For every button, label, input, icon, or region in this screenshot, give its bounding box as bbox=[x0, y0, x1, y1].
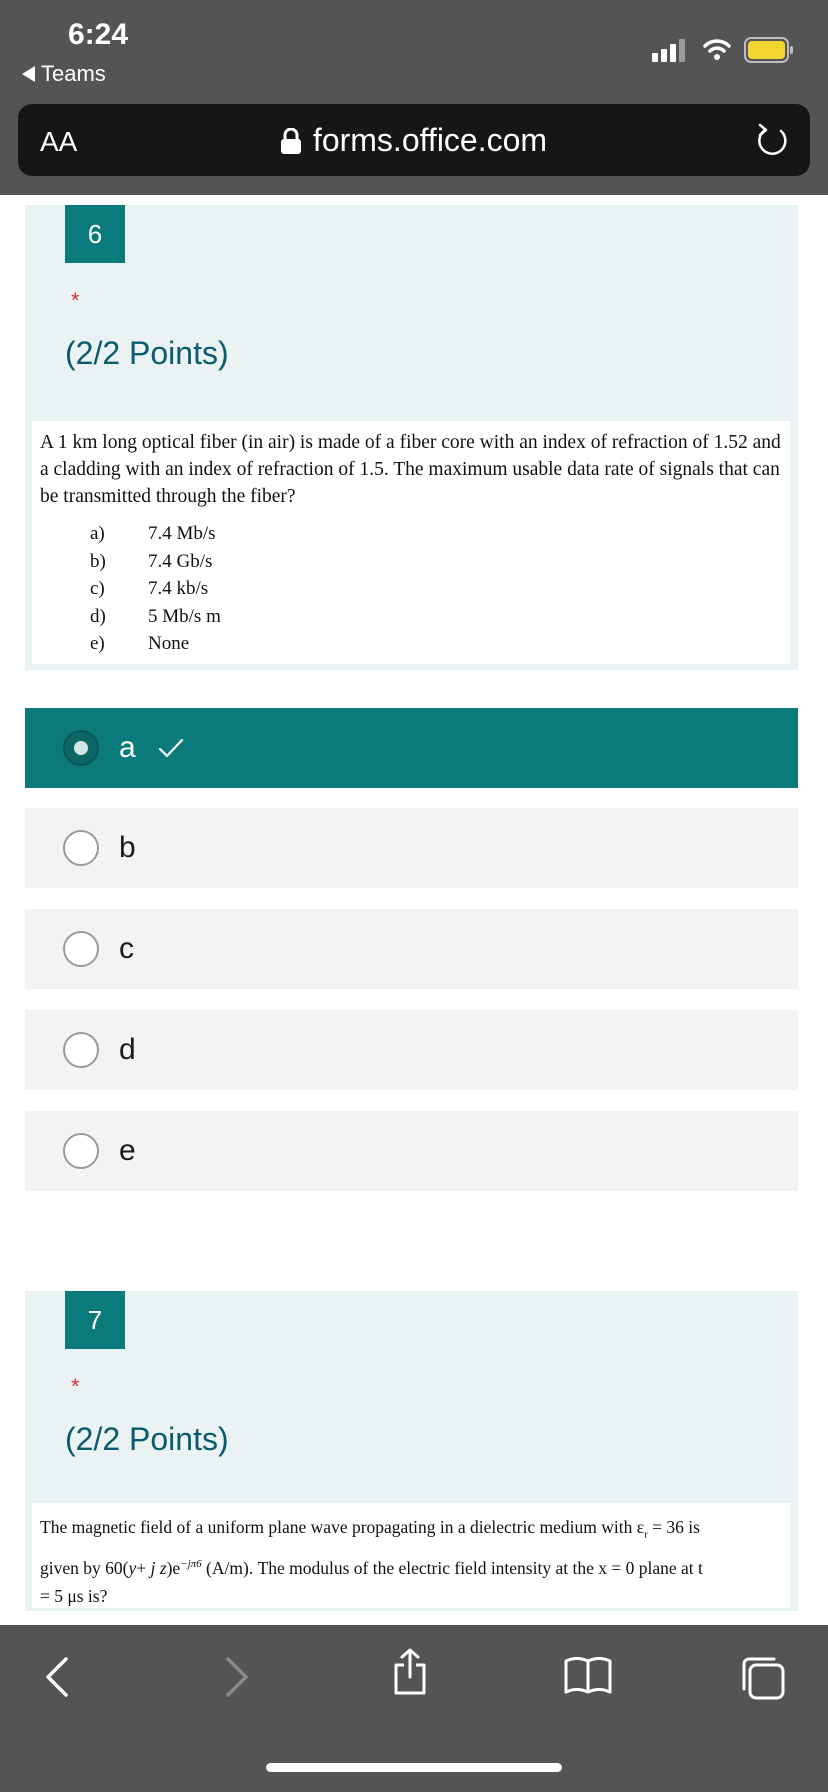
url-text: forms.office.com bbox=[312, 122, 548, 158]
option-letter: a) bbox=[90, 523, 105, 544]
text-segment: + bbox=[136, 1557, 151, 1578]
question-text bbox=[32, 1503, 790, 1611]
reload-icon[interactable] bbox=[754, 122, 790, 158]
question-text: A 1 km long optical fiber (in air) is made of a fiber core with an index of refraction of 1.52 and a cladding with an index of refraction of 1.5. The maximum usable data rate of signals that can be transmitted through the fiber? bbox=[40, 432, 781, 507]
question-card-7 bbox=[25, 1291, 798, 1611]
radio-button[interactable] bbox=[63, 730, 99, 766]
tabs-icon[interactable] bbox=[740, 1655, 786, 1701]
battery-icon bbox=[744, 37, 794, 63]
required-mark: * bbox=[71, 1374, 80, 1399]
choice-c[interactable] bbox=[25, 909, 798, 989]
back-triangle-icon bbox=[22, 66, 35, 82]
choice-label: a bbox=[119, 731, 136, 764]
cellular-signal-icon bbox=[652, 38, 686, 62]
choice-d[interactable] bbox=[25, 1010, 798, 1090]
choice-label: d bbox=[119, 1033, 136, 1066]
math-var: y bbox=[128, 1557, 137, 1578]
lock-icon bbox=[281, 128, 301, 154]
radio-button[interactable] bbox=[63, 830, 99, 866]
url-display[interactable] bbox=[18, 122, 810, 159]
option-letter: e) bbox=[90, 633, 105, 654]
choice-label: e bbox=[119, 1134, 136, 1167]
list-item bbox=[90, 548, 790, 576]
bookmarks-icon[interactable] bbox=[563, 1655, 613, 1695]
back-arrow-icon[interactable] bbox=[42, 1655, 72, 1699]
list-item bbox=[90, 630, 790, 658]
points-label: (2/2 Points) bbox=[65, 335, 229, 371]
text-segment: = 36 is bbox=[647, 1517, 700, 1537]
option-letter: b) bbox=[90, 550, 106, 572]
option-value: 7.4 kb/s bbox=[148, 578, 209, 599]
forward-arrow-icon[interactable] bbox=[222, 1655, 252, 1699]
option-value: None bbox=[148, 633, 190, 654]
choice-label: c bbox=[119, 932, 134, 965]
choice-a[interactable] bbox=[25, 708, 798, 788]
check-icon bbox=[158, 737, 184, 759]
points-label: (2/2 Points) bbox=[65, 1421, 229, 1457]
choice-b[interactable] bbox=[25, 808, 798, 888]
radio-button[interactable] bbox=[63, 1133, 99, 1169]
question-number: 6 bbox=[65, 205, 125, 263]
option-letter: d) bbox=[90, 605, 106, 627]
question-line-2 bbox=[40, 1550, 782, 1583]
math-var: z bbox=[159, 1557, 167, 1578]
browser-chrome bbox=[0, 0, 828, 195]
question-line-3: = 5 μs is? bbox=[40, 1586, 108, 1607]
address-bar[interactable] bbox=[18, 104, 810, 176]
question-image bbox=[32, 1503, 790, 1608]
choice-label: b bbox=[119, 831, 136, 864]
question-card-6 bbox=[25, 205, 798, 670]
text-segment: (A/m). The modulus of the electric field intensity at the x = 0 plane at t bbox=[201, 1557, 703, 1578]
radio-dot-icon bbox=[74, 741, 88, 755]
subscript: r bbox=[644, 1528, 648, 1541]
wifi-icon bbox=[703, 38, 731, 60]
text-size-button[interactable]: AA bbox=[40, 126, 78, 157]
question-option-list bbox=[32, 520, 790, 658]
choice-e[interactable] bbox=[25, 1111, 798, 1191]
superscript: −jπ6 bbox=[180, 1557, 202, 1570]
radio-button[interactable] bbox=[63, 931, 99, 967]
list-item bbox=[90, 603, 790, 631]
math-var: j bbox=[150, 1557, 156, 1578]
back-to-app-link[interactable] bbox=[22, 61, 106, 87]
option-value: 7.4 Gb/s bbox=[148, 550, 213, 572]
option-letter: c) bbox=[90, 578, 105, 599]
share-icon[interactable] bbox=[390, 1647, 430, 1695]
text-segment: given by 60( bbox=[40, 1557, 129, 1578]
list-item bbox=[90, 575, 790, 603]
radio-button[interactable] bbox=[63, 1032, 99, 1068]
back-app-label: Teams bbox=[41, 61, 106, 86]
text-segment: )e bbox=[166, 1557, 181, 1578]
option-value: 7.4 Mb/s bbox=[148, 523, 216, 544]
option-value: 5 Mb/s m bbox=[148, 605, 221, 627]
home-indicator[interactable] bbox=[266, 1763, 562, 1772]
text-segment: The magnetic field of a uniform plane wave propagating in a dielectric medium with ε bbox=[40, 1517, 645, 1537]
list-item bbox=[90, 520, 790, 548]
question-number: 7 bbox=[65, 1291, 125, 1349]
question-image bbox=[32, 421, 790, 664]
question-line-1 bbox=[40, 1513, 782, 1550]
required-mark: * bbox=[71, 288, 80, 313]
status-time: 6:24 bbox=[68, 18, 129, 51]
